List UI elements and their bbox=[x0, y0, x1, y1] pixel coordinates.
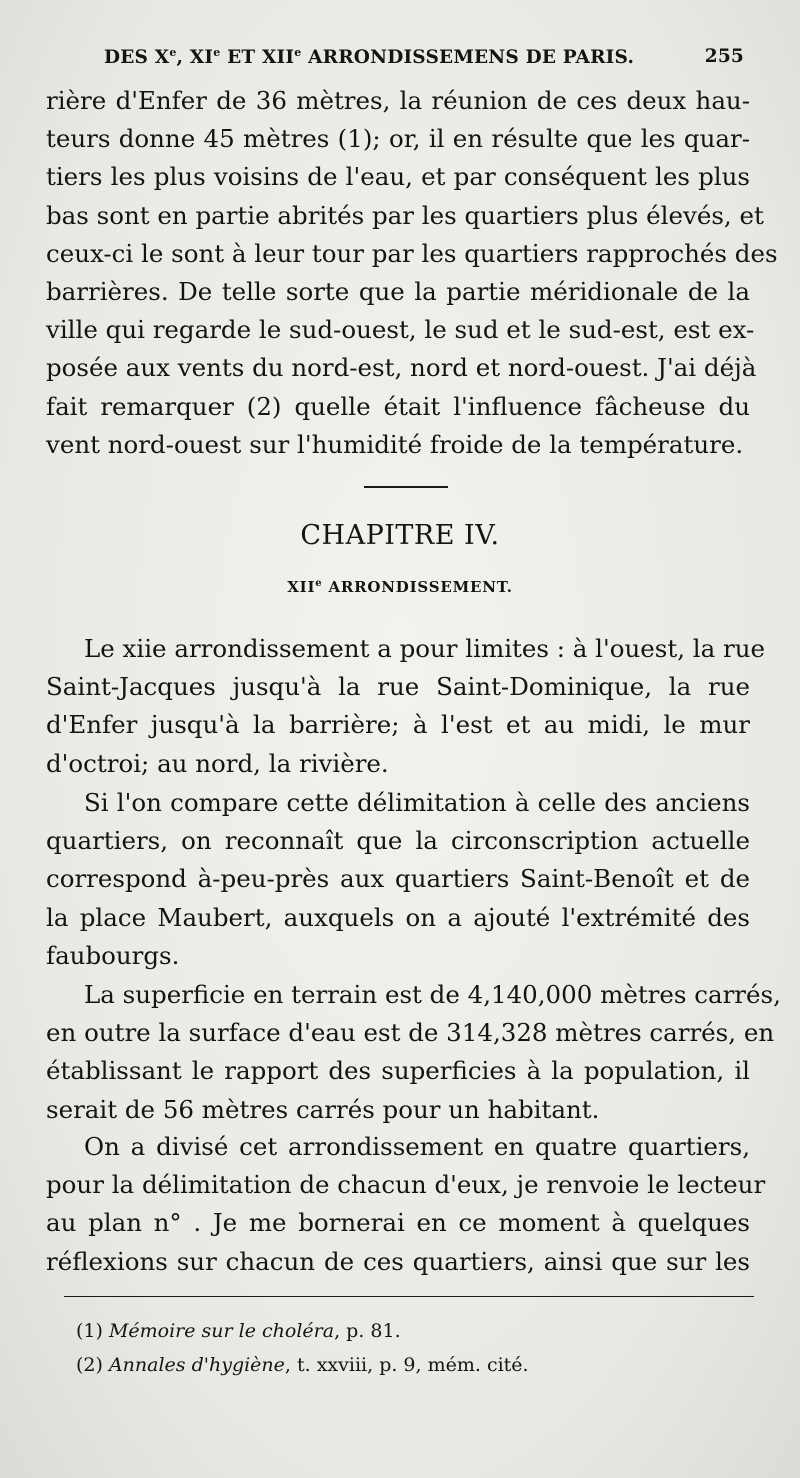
paragraph-quartiers bbox=[46, 1128, 766, 1281]
text-line: correspond à-peu-près aux quartiers Saint-Benoît et de bbox=[46, 864, 750, 894]
text-line: d'octroi; au nord, la rivière. bbox=[46, 748, 389, 778]
text-line: tiers les plus voisins de l'eau, et par conséquent les plus bbox=[46, 162, 750, 192]
text-line: serait de 56 mètres carrés pour un habitant. bbox=[46, 1094, 600, 1124]
text-line: Saint-Jacques jusqu'à la rue Saint-Dominique, la rue bbox=[46, 672, 750, 702]
footnote-divider bbox=[64, 1296, 754, 1297]
running-head-title: DES Xe, XIe ET XIIe ARRONDISSEMENS DE PARIS. bbox=[104, 46, 635, 69]
text-line: d'Enfer jusqu'à la barrière; à l'est et au midi, le mur bbox=[46, 710, 750, 740]
text-line: vent nord-ouest sur l'humidité froide de la température. bbox=[46, 429, 744, 459]
text-line: On a divisé cet arrondissement en quatre quartiers, bbox=[84, 1132, 750, 1161]
chapter-title: CHAPITRE IV. bbox=[300, 520, 500, 551]
text-line: posée aux vents du nord-est, nord et nord-ouest. J'ai déjà bbox=[46, 353, 757, 383]
text-line: Le xiie arrondissement a pour limites : à l'ouest, la rue bbox=[84, 634, 765, 663]
text-line: établissant le rapport des superficies à la population, il bbox=[46, 1056, 750, 1086]
text-line: Si l'on compare cette délimitation à celle des anciens bbox=[84, 788, 750, 817]
text-line: rière d'Enfer de 36 mètres, la réunion de ces deux hau- bbox=[46, 86, 750, 115]
text-line: bas sont en partie abrités par les quartiers plus élevés, et bbox=[46, 200, 764, 230]
paragraph-comparison bbox=[46, 784, 750, 975]
paragraph-surface bbox=[46, 976, 781, 1129]
footnote: (2) Annales d'hygiène, t. xxviii, p. 9, mém. cité. bbox=[76, 1354, 529, 1376]
text-line: barrières. De telle sorte que la partie méridionale de la bbox=[46, 277, 750, 307]
chapter-subtitle: XIIe ARRONDISSEMENT. bbox=[287, 578, 513, 596]
paragraph-limits bbox=[46, 630, 765, 783]
text-line: ceux-ci le sont à leur tour par les quartiers rapprochés des bbox=[46, 238, 778, 268]
text-line: quartiers, on reconnaît que la circonscription actuelle bbox=[46, 826, 750, 856]
text-line: réflexions sur chacun de ces quartiers, ainsi que sur les bbox=[46, 1246, 750, 1276]
text-line: teurs donne 45 mètres (1); or, il en résulte que les quar- bbox=[46, 124, 750, 154]
text-line: pour la délimitation de chacun d'eux, je renvoie le lecteur bbox=[46, 1170, 766, 1200]
footnote: (1) Mémoire sur le choléra, p. 81. bbox=[76, 1320, 401, 1342]
text-line: ville qui regarde le sud-ouest, le sud et le sud-est, est ex- bbox=[46, 315, 755, 345]
text-line: fait remarquer (2) quelle était l'influence fâcheuse du bbox=[46, 391, 750, 421]
text-line: la place Maubert, auxquels on a ajouté l'extrémité des bbox=[46, 902, 750, 932]
section-divider bbox=[364, 486, 448, 488]
footnotes bbox=[76, 1314, 756, 1382]
paragraph-continued bbox=[46, 82, 778, 464]
text-line: La superficie en terrain est de 4,140,000 mètres carrés, bbox=[84, 980, 781, 1009]
text-line: en outre la surface d'eau est de 314,328 mètres carrés, en bbox=[46, 1018, 775, 1048]
page-number: 255 bbox=[704, 46, 744, 67]
text-line: au plan n° . Je me bornerai en ce moment à quelques bbox=[46, 1208, 750, 1238]
text-line: faubourgs. bbox=[46, 940, 180, 970]
